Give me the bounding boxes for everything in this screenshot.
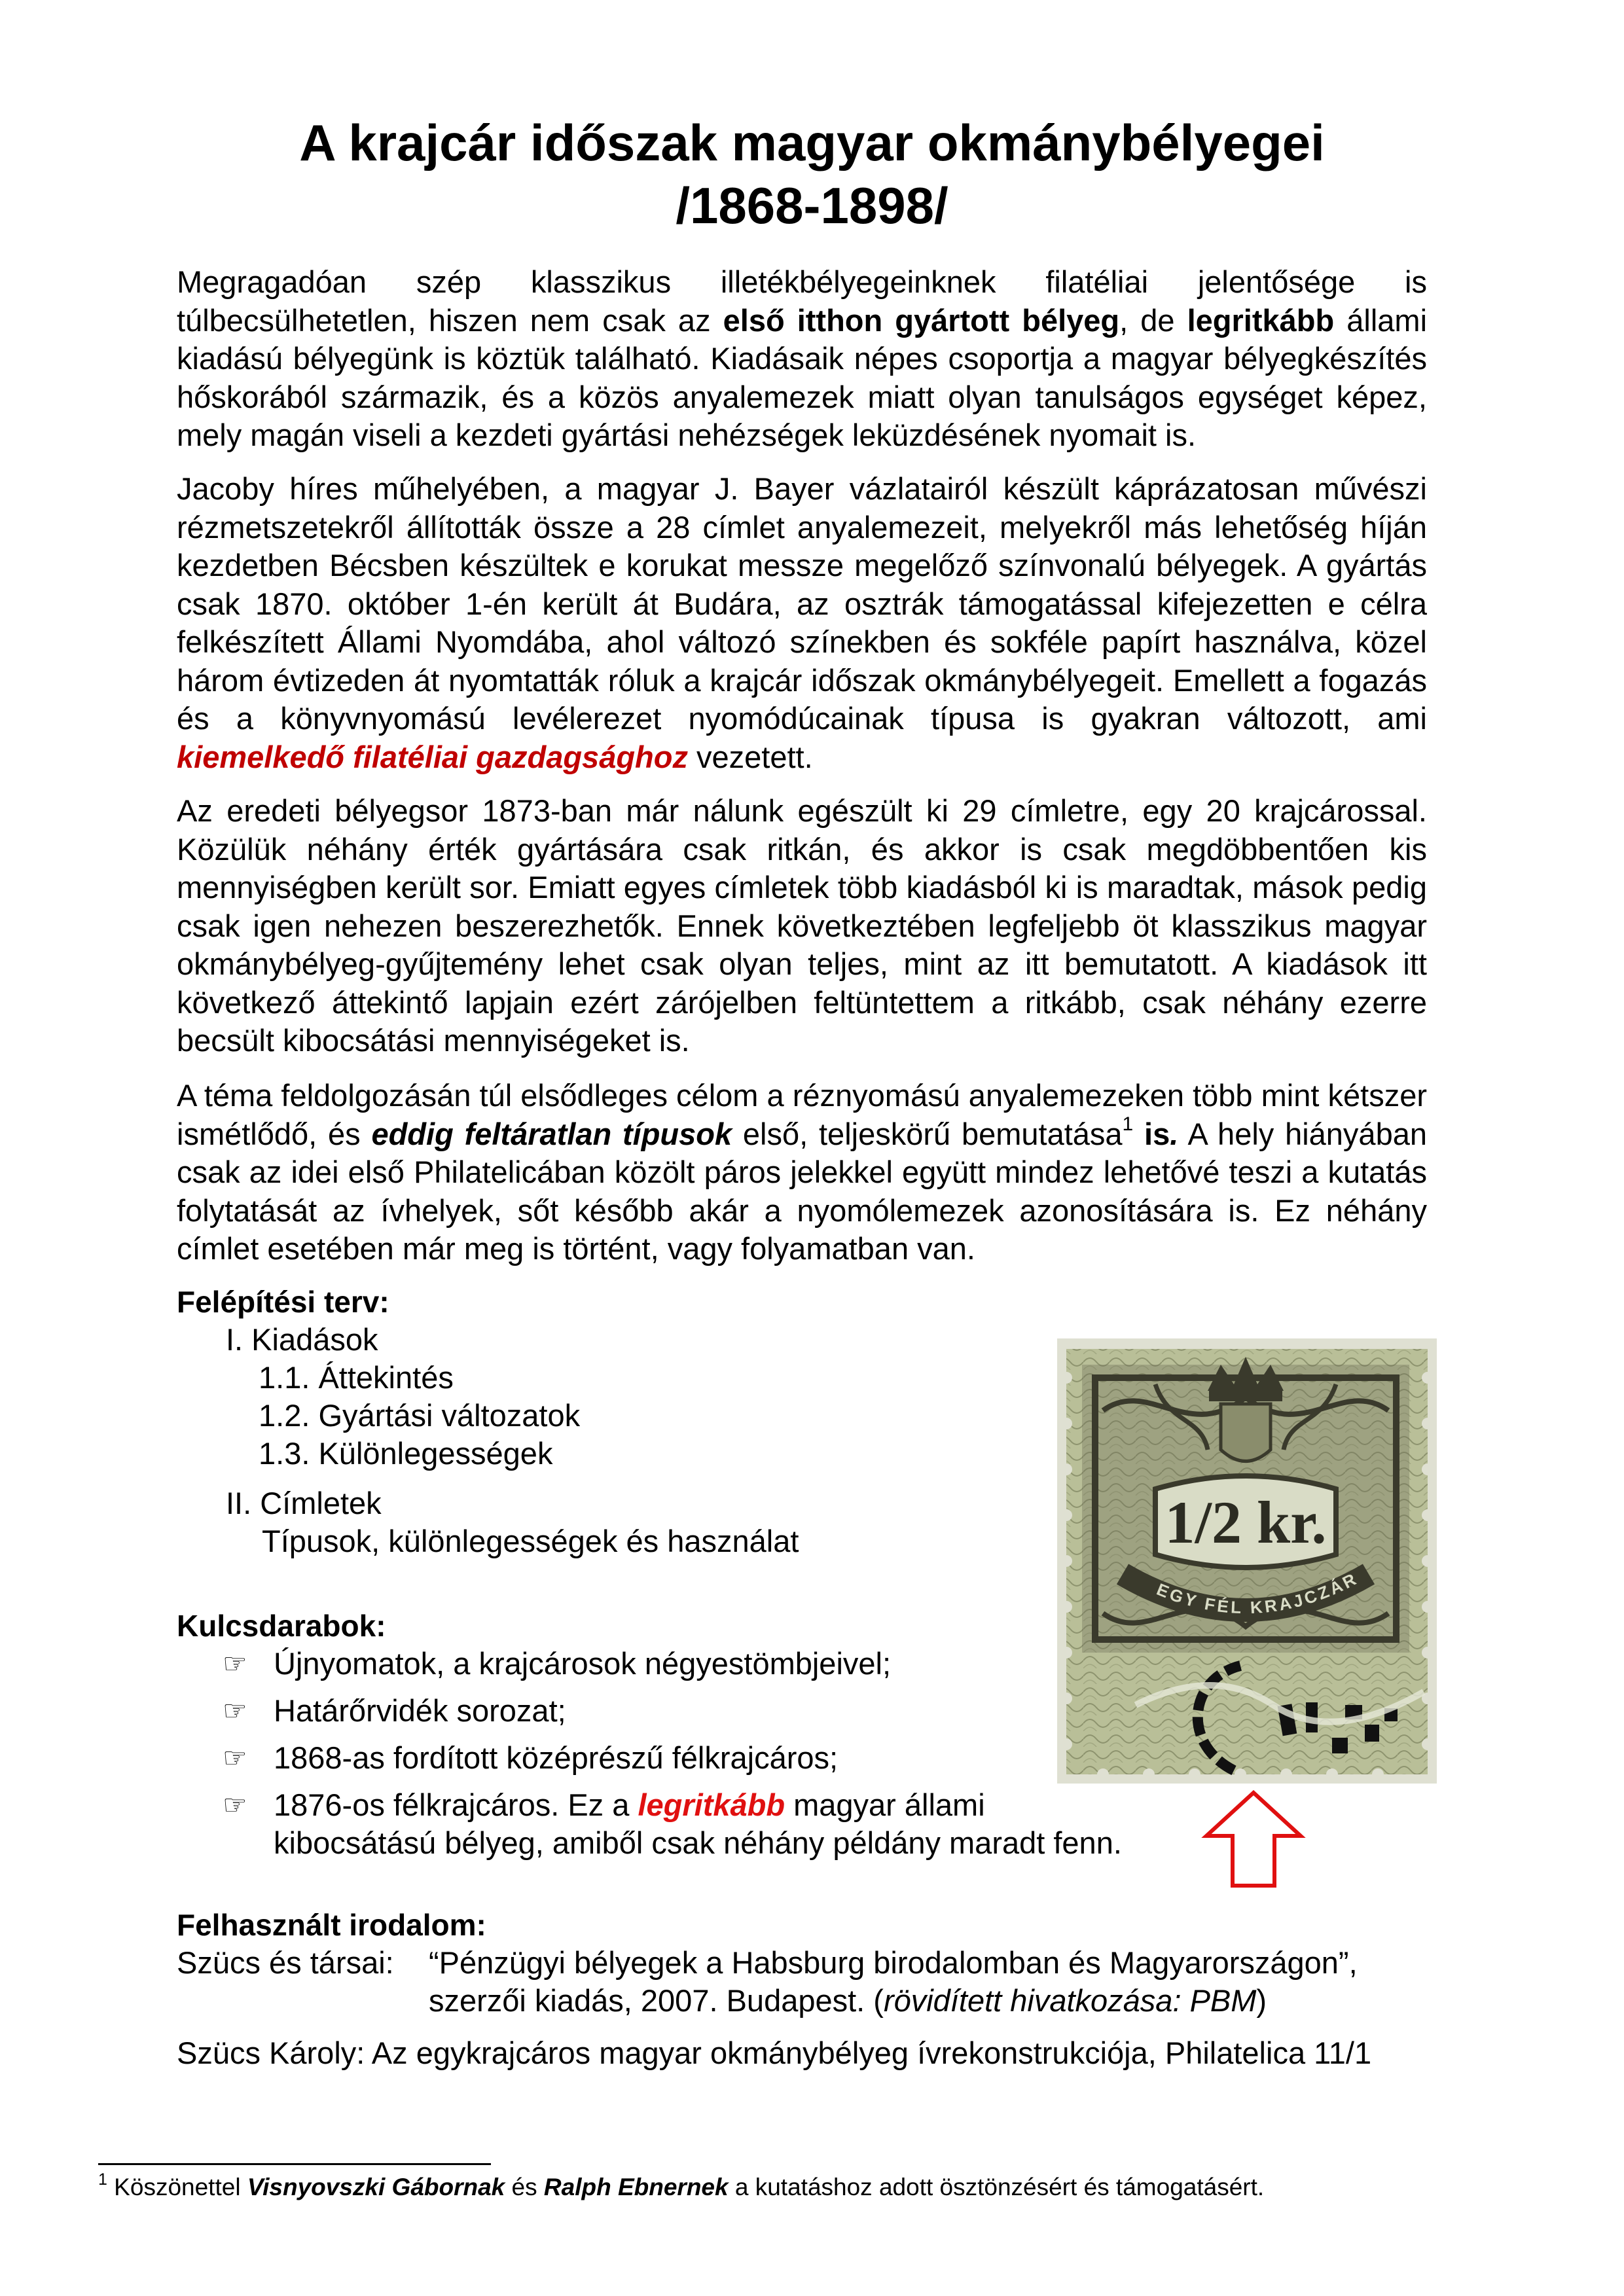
pointing-hand-icon: ☞	[223, 1695, 247, 1726]
paragraph-text: állami kiadású bélyegünk is köztük található. Kiadásaik népes csoportja a magyar bélyegkészítés hőskorából származik, és a közös anyalemezek miatt olyan tanulságos egységet képez, mely magán viseli a kezdeti gyártási nehézségek leküzdésének nyomait is.	[177, 302, 1428, 452]
footnote-divider	[98, 2163, 491, 2165]
structure-item: 1.2. Gyártási változatok	[259, 1398, 581, 1433]
structure-item: 1.1. Áttekintés	[259, 1360, 454, 1395]
footnote-number: 1	[98, 2170, 107, 2189]
paragraph-history	[177, 470, 1427, 776]
paragraph-text: A hely hiányában csak az idei első Philatelicában közölt páros jelekkel együtt mindez lehetővé teszi a kutatás folytatását az ívhelyek, sőt később akár a nyomólemezek azonosítására is. Ez néhány címlet esetében már meg is történt, vagy folyamatban van.	[177, 1116, 1427, 1266]
reference-title: “Pénzügyi bélyegek a Habsburg birodalomban és Magyarországon”,	[429, 1945, 1358, 1980]
key-piece-item: 1868-as fordított középrészű félkrajcáros;	[274, 1740, 839, 1775]
reference-details	[429, 1982, 1267, 2020]
bold-phrase: is	[1133, 1116, 1170, 1151]
reference-2: Szücs Károly: Az egykrajcáros magyar okmánybélyeg ívrekonstrukciója, Philatelica 11/1	[177, 2036, 1372, 2070]
structure-item: I. Kiadások	[226, 1322, 378, 1357]
document-title	[0, 111, 1624, 237]
title-line-2: /1868-1898/	[676, 177, 948, 234]
reference-author: Szücs és társai:	[177, 1945, 394, 1980]
footnote-text: Köszönettel	[107, 2174, 247, 2200]
pointing-hand-icon: ☞	[223, 1648, 247, 1679]
pointing-hand-icon: ☞	[223, 1789, 247, 1820]
reference-abbreviation: rövidített hivatkozása: PBM	[883, 1983, 1257, 2018]
footnote-marker: 1	[1122, 1113, 1134, 1135]
paragraph-text: első, teljeskörű bemutatása	[732, 1116, 1123, 1151]
structure-item: Típusok, különlegességek és használat	[262, 1524, 799, 1558]
key-piece-item: Újnyomatok, a krajcárosok négyestömbjeivel;	[274, 1646, 892, 1681]
footnote-text: és	[505, 2174, 544, 2200]
highlight-phrase: kiemelkedő filatéliai gazdagsághoz	[177, 739, 688, 774]
paragraph-text: A téma feldolgozásán túl elsődleges célom a réznyomású anyalemezeken több mint kétszer ismétlődő, és	[177, 1078, 1427, 1151]
bold-phrase: legritkább	[1187, 302, 1335, 338]
pointing-hand-icon: ☞	[223, 1742, 247, 1773]
arrow-up-icon	[1201, 1790, 1306, 1888]
paragraph-goal	[177, 1077, 1427, 1268]
reference-text: )	[1256, 1983, 1267, 2018]
reference-text: szerzői kiadás, 2007. Budapest. (	[429, 1983, 884, 2018]
key-pieces-heading: Kulcsdarabok:	[177, 1609, 386, 1643]
paragraph-text: vezetett.	[687, 739, 813, 774]
footnote	[98, 2172, 1264, 2203]
paragraph-text: Az eredeti bélyegsor 1873-ban már nálunk egészült ki 29 címletre, egy 20 krajcárossal. Közülük néhány érték gyártására csak ritkán, és akkor is csak megdöbbentően kis mennyiségben került sor. Emiatt egyes címletek több kiadásból ki is maradtak, mások pedig csak igen nehezen beszerezhetők. Ennek következtében legfeljebb öt klasszikus magyar okmánybélyeg-gyűjtemény lehet csak olyan teljes, mint az itt bemutatott. A kiadások itt következő áttekintő lapjain ezért zárójelben feltüntettem a ritkább, csak néhány ezerre becsült kibocsátási mennyiségeket is.	[177, 793, 1427, 1058]
bold-italic-phrase: .	[1170, 1116, 1179, 1151]
highlight-phrase: legritkább	[638, 1787, 785, 1822]
paragraph-intro	[177, 263, 1427, 455]
key-piece-item	[274, 1786, 985, 1824]
paragraph-issues	[177, 792, 1427, 1060]
title-line-1: A krajcár időszak magyar okmánybélyegei	[299, 114, 1325, 171]
footnote-text: a kutatáshoz adott ösztönzésért és támogatásért.	[728, 2174, 1265, 2200]
structure-heading: Felépítési terv:	[177, 1285, 389, 1319]
stamp-image	[1057, 1338, 1437, 1784]
bold-phrase: első itthon gyártott bélyeg	[723, 302, 1120, 338]
stamp-band-text: EGY FÉL KRAJCZÁR	[1153, 1568, 1362, 1618]
structure-item: 1.3. Különlegességek	[259, 1436, 553, 1471]
stamp-value: 1/2 kr.	[1164, 1489, 1327, 1556]
paragraph-text: , de	[1119, 302, 1187, 338]
bold-italic-phrase: eddig feltáratlan típusok	[371, 1116, 732, 1151]
key-piece-continuation: kibocsátású bélyeg, amiből csak néhány példány maradt fenn.	[274, 1825, 1122, 1860]
literature-heading: Felhasznált irodalom:	[177, 1908, 486, 1942]
key-piece-text: 1876-os félkrajcáros. Ez a	[274, 1787, 638, 1822]
structure-item: II. Címletek	[226, 1486, 382, 1520]
paragraph-text: Megragadóan szép klasszikus illetékbélyegeinknek filatéliai jelentősége is túlbecsülhetetlen, hiszen nem csak az	[177, 264, 1427, 338]
footnote-name: Visnyovszki Gábornak	[247, 2174, 505, 2200]
paragraph-text: Jacoby híres műhelyében, a magyar J. Bayer vázlatairól készült káprázatosan művészi rézmetszetekről állították össze a 28 címlet anyalemezeit, melyekről más lehetőség híján kezdetben Bécsben készültek e korukat messze megelőző színvonalú bélyegek. A gyártás csak 1870. október 1-én került át Budára, az osztrák támogatással kifejezetten e célra felkészített Állami Nyomdába, ahol változó színekben és sokféle papírt használva, közel három évtizeden át nyomtatták róluk a krajcár időszak okmánybélyegeit. Emellett a fogazás és a könyvnyomású levélerezet nyomódúcainak típusa is gyakran változott, ami	[177, 471, 1427, 736]
key-piece-item: Határőrvidék sorozat;	[274, 1693, 566, 1728]
key-piece-text: magyar állami	[785, 1787, 985, 1822]
footnote-name: Ralph Ebnernek	[543, 2174, 729, 2200]
